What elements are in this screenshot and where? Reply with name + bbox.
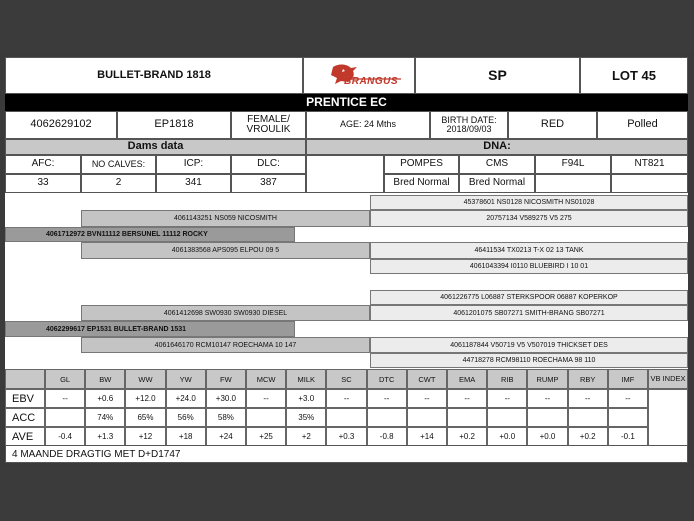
epd-cell: 74% [85,408,125,427]
animal-name: BULLET-BRAND 1818 [5,57,303,94]
epd-header-cell: BW [85,369,125,389]
birth-date [430,111,508,139]
breeder-name: PRENTICE EC [5,94,688,111]
lot-card [5,57,688,463]
epd-row-label: ACC [5,408,45,427]
epd-header-cell: SC [326,369,366,389]
epd-cell: 56% [166,408,206,427]
pedigree-dam-dam: 4061646170 RCM10147 ROECHAMA 10 147 [81,337,370,353]
icp-label: ICP: [156,155,231,174]
epd-header-cell: MCW [246,369,286,389]
pedigree-ddd: 44718278 RCM98110 ROECHAMA 98 110 [370,353,688,368]
epd-cell: +0.0 [527,427,567,446]
epd-cell: -- [367,389,407,408]
epd-cell: -- [608,389,648,408]
epd-cell [326,408,366,427]
epd-cell [447,408,487,427]
pedigree-sire: 4061712972 BVN11112 BERSUNEL 11112 ROCKY [5,227,295,242]
dlc-value: 387 [231,174,306,193]
lot-number: LOT 45 [580,57,688,94]
color: RED [508,111,597,139]
epd-header-cell: RBY [568,369,608,389]
brangus-logo [303,57,415,94]
epd-header-cell: RUMP [527,369,567,389]
pedigree-dss: 4061226775 L06887 STERKSPOOR 06887 KOPERKOP [370,290,688,305]
vb-index-value [648,389,688,446]
epd-cell: +12.0 [125,389,165,408]
epd-cell: -- [326,389,366,408]
logo-text: BRANGUS [344,76,399,87]
top-dark-band [0,0,694,52]
pedigree-sire-sire: 4061143251 NS059 NICOSMITH [81,210,370,227]
dna-cms-label: CMS [459,155,535,174]
epd-cell: 58% [206,408,246,427]
dna-nt821-value [611,174,688,193]
ear-tag: EP1818 [117,111,231,139]
epd-header-cell: IMF [608,369,648,389]
epd-cell: 65% [125,408,165,427]
no-calves-value: 2 [81,174,156,193]
epd-cell: +3.0 [286,389,326,408]
epd-cell: +30.0 [206,389,246,408]
icp-value: 341 [156,174,231,193]
epd-cell [608,408,648,427]
pedigree-dam-sire: 4061412698 SW0930 SW0930 DIESEL [81,305,370,321]
dna-header: DNA: [306,139,688,155]
pedigree-ssd: 20757134 V589275 V5 275 [370,210,688,227]
age: AGE: 24 Mths [306,111,430,139]
epd-cell [487,408,527,427]
epd-cell: 35% [286,408,326,427]
dna-f94l-value [535,174,611,193]
bottom-dark-band [0,468,694,521]
pedigree-dam: 4062299617 EP1531 BULLET-BRAND 1531 [5,321,295,337]
epd-cell: +0.6 [85,389,125,408]
epd-cell: -0.4 [45,427,85,446]
epd-header-cell: RIB [487,369,527,389]
epd-cell: -- [527,389,567,408]
epd-cell: +0.2 [568,427,608,446]
dna-blank-cell [306,155,384,193]
afc-value: 33 [5,174,81,193]
pedigree-sire-dam: 4061383568 APS095 ELPOU 09 5 [81,242,370,259]
epd-header-cell: DTC [367,369,407,389]
epd-cell [45,408,85,427]
epd-row-label: EBV [5,389,45,408]
epd-cell: +1.3 [85,427,125,446]
dna-pompes-label: POMPES [384,155,459,174]
epd-cell: +24 [206,427,246,446]
epd-cell: -- [407,389,447,408]
dna-cms-value: Bred Normal [459,174,535,193]
epd-cell: +0.3 [326,427,366,446]
sp-label: SP [415,57,580,94]
birth-date-value: 2018/09/03 [446,124,492,134]
epd-cell: +18 [166,427,206,446]
dna-pompes-value: Bred Normal [384,174,459,193]
epd-cell [246,408,286,427]
epd-header-cell: GL [45,369,85,389]
epd-cell [367,408,407,427]
sex: FEMALE/ VROULIK [231,111,306,139]
afc-label: AFC: [5,155,81,174]
epd-cell: -0.8 [367,427,407,446]
dlc-label: DLC: [231,155,306,174]
pedigree-sdd: 4061043394 I0110 BLUEBIRD I 10 01 [370,259,688,274]
pedigree-dsd: 4061201075 SB07271 SMITH-BRANG SB07271 [370,305,688,321]
dna-nt821-label: NT821 [611,155,688,174]
epd-cell [527,408,567,427]
epd-cell: -0.1 [608,427,648,446]
epd-cell: +0.0 [487,427,527,446]
epd-row-label: AVE [5,427,45,446]
epd-cell: -- [447,389,487,408]
epd-cell: -- [487,389,527,408]
epd-cell [568,408,608,427]
pedigree-sss: 45378601 NS0128 NICOSMITH NS01028 [370,195,688,210]
dams-data-header: Dams data [5,139,306,155]
epd-cell: -- [246,389,286,408]
pedigree-dds: 4061187844 V50719 V5 V507019 THICKSET DES [370,337,688,353]
epd-cell: +24.0 [166,389,206,408]
dna-f94l-label: F94L [535,155,611,174]
epd-cell [407,408,447,427]
pedigree-sds: 46411534 TX0213 T-X 02 13 TANK [370,242,688,259]
no-calves-label: NO CALVES: [81,155,156,174]
registration-number: 4062629102 [5,111,117,139]
epd-header-cell: CWT [407,369,447,389]
epd-header-cell: VB INDEX [648,369,688,389]
epd-header-cell: MILK [286,369,326,389]
epd-cell: -- [568,389,608,408]
epd-header-cell: FW [206,369,246,389]
epd-cell: +2 [286,427,326,446]
epd-header-cell: YW [166,369,206,389]
epd-cell: +14 [407,427,447,446]
birth-date-label: BIRTH DATE: [441,114,497,125]
epd-cell: +0.2 [447,427,487,446]
comment: 4 MAANDE DRAGTIG MET D+D1747 [5,445,688,463]
epd-header-cell: EMA [447,369,487,389]
epd-cell: +12 [125,427,165,446]
polled-status: Polled [597,111,688,139]
epd-corner [5,369,45,389]
epd-header-cell: WW [125,369,165,389]
epd-cell: -- [45,389,85,408]
epd-cell: +25 [246,427,286,446]
